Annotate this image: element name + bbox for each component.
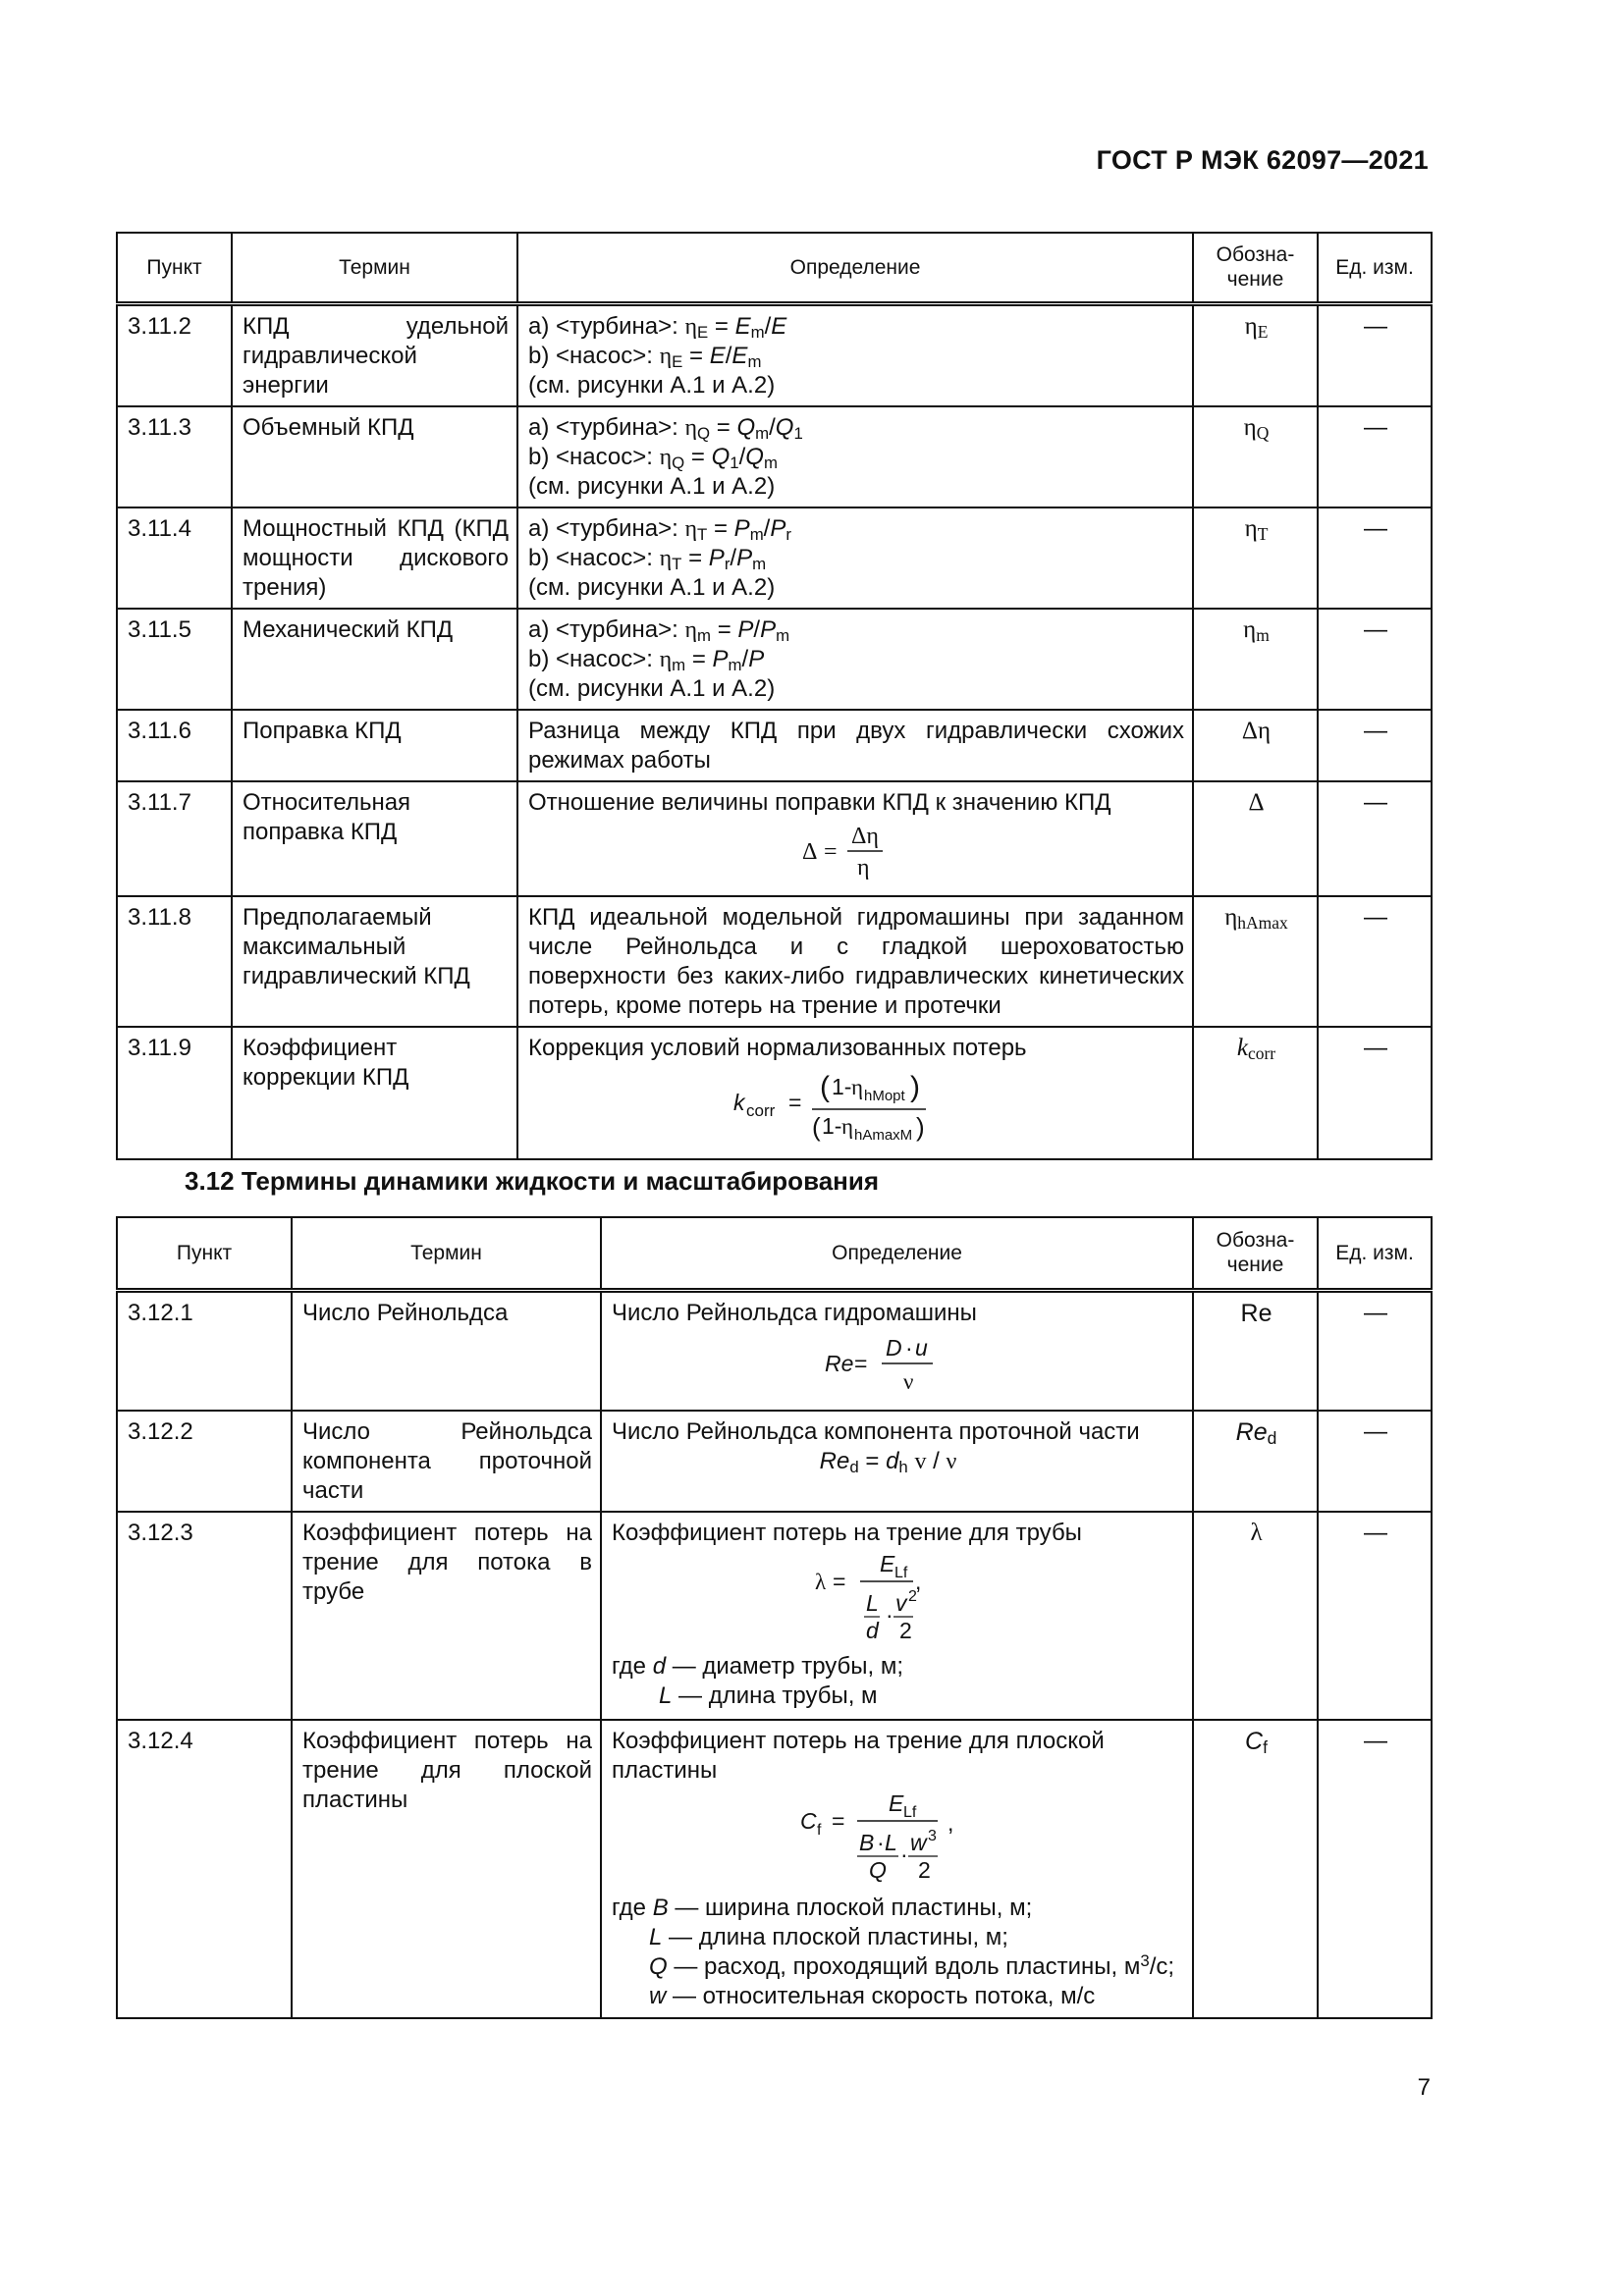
- row-definition: Число Рейнольдса компонента проточной части $Re_d = d_h$ v / ν: [601, 1411, 1193, 1512]
- row-number: 3.12.3: [117, 1512, 292, 1720]
- svg-text:=: =: [788, 1089, 802, 1115]
- row-unit: —: [1318, 1027, 1432, 1159]
- table-row: [117, 609, 1432, 710]
- row-symbol: Re: [1193, 1290, 1318, 1411]
- row-definition: Отношение величины поправки КПД к значению КПД Δ = Δη η: [517, 781, 1193, 896]
- row-definition: a) <турбина>: $\eta_Q = Q_m/Q_1$ b) <насос>: $\eta_Q = Q_1/Q_m$ (см. рисунки А.1 и А.2): [517, 406, 1193, 507]
- row-number: 3.12.2: [117, 1411, 292, 1512]
- row-number: 3.11.2: [117, 303, 232, 406]
- row-definition: Коэффициент потерь на трение для трубы λ = E Lf , L d · v 2 2 где d — диаметр трубы, м; L — длина трубы, м: [601, 1512, 1193, 1720]
- terms-table-3-11: [116, 232, 1433, 1160]
- formula-reynolds: [612, 1328, 1184, 1405]
- row-symbol: $k_{corr}$: [1193, 1027, 1318, 1159]
- col-header-symbol: Обозна- чение: [1193, 233, 1318, 303]
- svg-text:2: 2: [917, 1856, 931, 1883]
- svg-text:): ): [916, 1111, 925, 1142]
- svg-text:η: η: [857, 854, 870, 881]
- svg-text:hMopt: hMopt: [864, 1087, 905, 1104]
- row-symbol: $C_f$: [1193, 1720, 1318, 2018]
- row-definition: a) <турбина>: $\eta_T = P_m/P_r$ b) <насос>: $\eta_T = P_r/P_m$ (см. рисунки А.1 и А.2): [517, 507, 1193, 609]
- svg-text:u: u: [914, 1334, 928, 1361]
- svg-text:L: L: [865, 1589, 879, 1616]
- svg-text:Δη: Δη: [851, 823, 879, 849]
- svg-text:D: D: [885, 1334, 902, 1361]
- svg-text:,: ,: [914, 1568, 921, 1594]
- row-unit: —: [1318, 1411, 1432, 1512]
- terms-table-3-12: [116, 1216, 1433, 2019]
- row-term: Коэффициент потерь на трение для потока в трубе: [292, 1512, 601, 1720]
- row-term: Поправка КПД: [232, 710, 517, 781]
- row-term: Механический КПД: [232, 609, 517, 710]
- col-header-term: Термин: [232, 233, 517, 303]
- row-term: Мощностный КПД (КПД мощности дискового трения): [232, 507, 517, 609]
- table-row: [117, 1720, 1432, 2018]
- row-definition: a) <турбина>: $\eta_m = P/P_m$ b) <насос>: $\eta_m = P_m/P$ (см. рисунки А.1 и А.2): [517, 609, 1193, 710]
- svg-text:Lf: Lf: [902, 1803, 916, 1821]
- row-unit: —: [1318, 1290, 1432, 1411]
- section-heading: 3.12 Термины динамики жидкости и масштабирования: [185, 1166, 880, 1196]
- svg-text:1-: 1-: [822, 1112, 842, 1139]
- svg-text:1-: 1-: [832, 1073, 852, 1099]
- col-header-punkt: Пункт: [117, 1217, 292, 1290]
- svg-text:v: v: [894, 1589, 906, 1616]
- row-symbol: $\eta_m$: [1193, 609, 1318, 710]
- svg-text:(: (: [812, 1111, 821, 1142]
- svg-text:k: k: [733, 1089, 745, 1115]
- svg-text:Q: Q: [868, 1856, 887, 1883]
- table-header-row: [117, 1217, 1432, 1290]
- row-definition: a) <турбина>: $\eta_E = E_m/E$ b) <насос>: $\eta_E = E/E_m$ (см. рисунки А.1 и А.2): [517, 303, 1193, 406]
- table-row: [117, 896, 1432, 1027]
- table-row: [117, 781, 1432, 896]
- svg-text:3: 3: [927, 1827, 937, 1844]
- col-header-unit: Ед. изм.: [1318, 233, 1432, 303]
- page-number: 7: [1417, 2074, 1431, 2101]
- row-term: Объемный КПД: [232, 406, 517, 507]
- svg-text:=: =: [853, 1350, 867, 1376]
- svg-text:d: d: [865, 1617, 879, 1643]
- svg-text:Re: Re: [824, 1350, 853, 1376]
- col-header-term: Термин: [292, 1217, 601, 1290]
- table-row: [117, 1027, 1432, 1159]
- row-number: 3.11.7: [117, 781, 232, 896]
- row-unit: —: [1318, 896, 1432, 1027]
- row-unit: —: [1318, 303, 1432, 406]
- table-row: [117, 303, 1432, 406]
- svg-text:Lf: Lf: [893, 1564, 907, 1581]
- row-term: КПД удельной гидравлической энергии: [232, 303, 517, 406]
- row-unit: —: [1318, 781, 1432, 896]
- row-number: 3.11.3: [117, 406, 232, 507]
- svg-text:·: ·: [876, 1829, 885, 1855]
- svg-text:=: =: [831, 1807, 844, 1834]
- col-header-punkt: Пункт: [117, 233, 232, 303]
- row-term: Число Рейнольдса: [292, 1290, 601, 1411]
- col-header-definition: Определение: [517, 233, 1193, 303]
- svg-text:ν: ν: [902, 1368, 913, 1394]
- row-unit: —: [1318, 710, 1432, 781]
- row-symbol: $\eta_Q$: [1193, 406, 1318, 507]
- svg-text:2: 2: [898, 1617, 912, 1643]
- row-term: Предполагаемый максимальный гидравлический КПД: [232, 896, 517, 1027]
- svg-text:E: E: [888, 1789, 903, 1816]
- row-term: Число Рейнольдса компонента проточной части: [292, 1411, 601, 1512]
- row-symbol: λ: [1193, 1512, 1318, 1720]
- svg-text:2: 2: [907, 1587, 917, 1605]
- row-unit: —: [1318, 507, 1432, 609]
- table-row: [117, 1411, 1432, 1512]
- row-symbol: $Re_d$: [1193, 1411, 1318, 1512]
- row-number: 3.11.8: [117, 896, 232, 1027]
- row-definition: Число Рейнольдса гидромашины Re = D · u ν: [601, 1290, 1193, 1411]
- col-header-symbol: Обозна- чение: [1193, 1217, 1318, 1290]
- svg-text:·: ·: [904, 1334, 913, 1361]
- row-number: 3.11.4: [117, 507, 232, 609]
- formula-k-corr: [528, 1063, 1184, 1153]
- row-unit: —: [1318, 609, 1432, 710]
- table-header-row: [117, 233, 1432, 303]
- col-header-definition: Определение: [601, 1217, 1193, 1290]
- svg-text:·: ·: [885, 1601, 893, 1628]
- row-unit: —: [1318, 1512, 1432, 1720]
- svg-text:L: L: [884, 1829, 897, 1855]
- svg-text:corr: corr: [746, 1100, 776, 1120]
- svg-text:λ: λ: [814, 1569, 826, 1594]
- formula-pipe-friction: [612, 1548, 1184, 1652]
- svg-text:hAmaxM: hAmaxM: [854, 1126, 913, 1144]
- row-symbol: $\eta_{hAmax}$: [1193, 896, 1318, 1027]
- row-number: 3.11.9: [117, 1027, 232, 1159]
- row-definition: Коррекция условий нормализованных потерь k corr = ( 1- η hMopt ) ( 1- η hAmaxM ): [517, 1027, 1193, 1159]
- svg-text:,: ,: [947, 1809, 953, 1836]
- row-term: Коэффициент коррекции КПД: [232, 1027, 517, 1159]
- row-number: 3.11.5: [117, 609, 232, 710]
- svg-text:(: (: [820, 1070, 830, 1103]
- row-definition: Коэффициент потерь на трение для плоской пластины C f = E Lf , B · L Q · w 3 2 где B — ширина плоской пластины, м; L — длина плоской пластины, м; Q — расход, проходящий вдоль пластины, $м^3/с$; w — относительная скорость потока, м/с: [601, 1720, 1193, 2018]
- table-row: [117, 1290, 1432, 1411]
- svg-text:B: B: [858, 1829, 874, 1855]
- formula-relative-correction: [528, 818, 1184, 890]
- svg-text:η: η: [841, 1113, 854, 1139]
- table-row: [117, 507, 1432, 609]
- row-number: 3.11.6: [117, 710, 232, 781]
- row-definition: Разница между КПД при двух гидравлически схожих режимах работы: [517, 710, 1193, 781]
- formula-plate-friction: [612, 1786, 1184, 1894]
- document-header: ГОСТ Р МЭК 62097—2021: [1096, 145, 1429, 175]
- svg-text:w: w: [909, 1829, 927, 1855]
- row-symbol: $\eta_E$: [1193, 303, 1318, 406]
- svg-text:η: η: [851, 1074, 864, 1099]
- row-symbol: $\eta_T$: [1193, 507, 1318, 609]
- svg-text:C: C: [799, 1807, 817, 1834]
- svg-text:=: =: [824, 838, 838, 865]
- row-number: 3.12.4: [117, 1720, 292, 2018]
- table-row: [117, 710, 1432, 781]
- row-unit: —: [1318, 406, 1432, 507]
- row-symbol: Δη: [1193, 710, 1318, 781]
- svg-text:f: f: [816, 1821, 821, 1839]
- row-unit: —: [1318, 1720, 1432, 2018]
- row-term: Коэффициент потерь на трение для плоской пластины: [292, 1720, 601, 2018]
- svg-text:·: ·: [899, 1841, 908, 1867]
- row-definition: КПД идеальной модельной гидромашины при заданном числе Рейнольдса и с гладкой шероховатостью поверхности без каких-либо гидравлических кинетических потерь, кроме потерь на трение и протечки: [517, 896, 1193, 1027]
- svg-text:E: E: [879, 1550, 894, 1576]
- svg-text:=: =: [832, 1568, 845, 1594]
- svg-text:Δ: Δ: [802, 838, 818, 865]
- row-term: Относительная поправка КПД: [232, 781, 517, 896]
- table-row: [117, 406, 1432, 507]
- col-header-unit: Ед. изм.: [1318, 1217, 1432, 1290]
- row-number: 3.12.1: [117, 1290, 292, 1411]
- svg-text:): ): [910, 1070, 920, 1103]
- row-symbol: Δ: [1193, 781, 1318, 896]
- table-row: [117, 1512, 1432, 1720]
